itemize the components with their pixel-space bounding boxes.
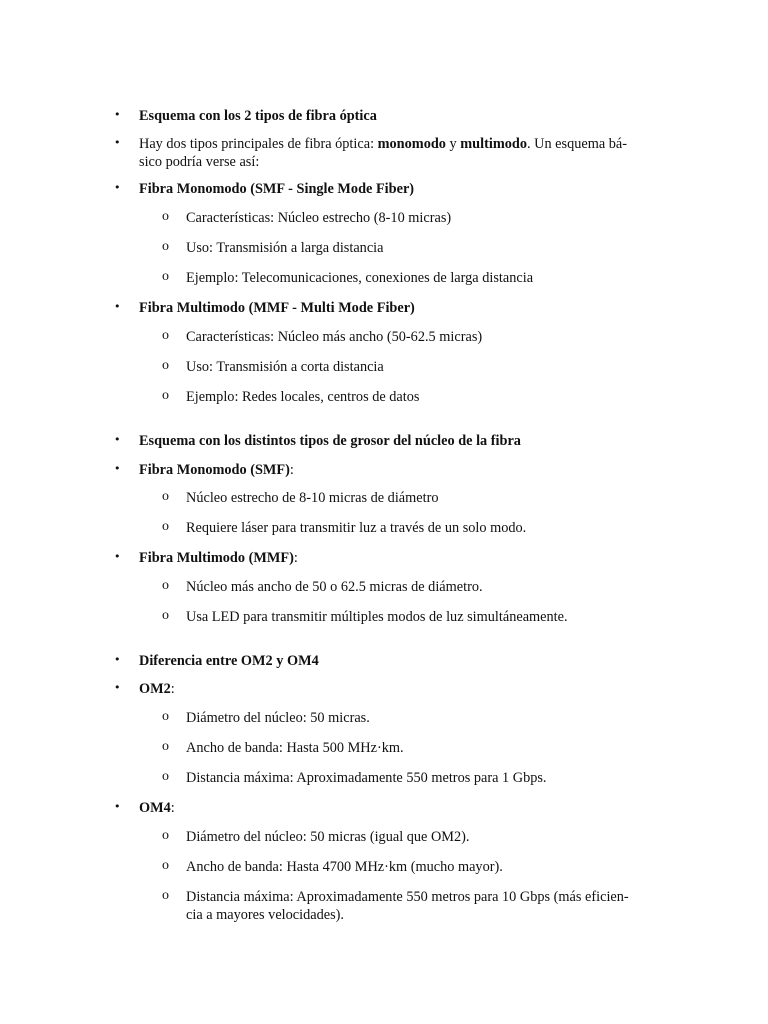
bullet-marker: • — [114, 433, 121, 446]
sub-bullet-marker: o — [162, 388, 169, 403]
section-heading: Diferencia entre OM2 y OM4 — [139, 653, 319, 669]
bullet-marker: • — [114, 800, 121, 813]
bullet-marker: • — [114, 653, 121, 666]
term-multimodo: multimodo — [460, 136, 527, 152]
sub-bullet-marker: o — [162, 828, 169, 843]
subsection-heading: Fibra Multimodo (MMF - Multi Mode Fiber) — [139, 300, 415, 316]
section-heading: Esquema con los distintos tipos de grosor del núcleo de la fibra — [139, 433, 521, 449]
sub-bullet-marker: o — [162, 608, 169, 623]
subsection-heading: Fibra Multimodo (MMF) — [139, 550, 294, 566]
subsection-heading: Fibra Monomodo (SMF - Single Mode Fiber) — [139, 181, 415, 197]
document-page: • Esquema con los 2 tipos de fibra óptica • Hay dos tipos principales de fibra óptica: monomodo y multimodo. Un esquema bá- sico podría verse así: • Fibra Monomodo (SMF - Single Mode Fiber) o Características: Núcleo estrecho (8-10 micras) o Uso: Transmisión a larga distancia o Ejemplo: Telecomunicaciones, conexiones de larga distancia • Fibra Multimodo (MMF - Multi Mode Fiber) o Características: Núcleo más ancho (50-62.5 micras) o Uso: Transmisión a corta distancia o Ejemplo: Redes locales, centros de datos • Esquema con los distintos tipos de grosor del núcleo de la fibra • Fibra Monomodo (SMF): o Núcleo estrecho de 8-10 micras de diámetro o Requiere láser para transmitir luz a través de un solo modo. • Fibra Multimodo (MMF): o Núcleo más ancho de 50 o 62.5 micras de diámetro. o Usa LED para transmitir múltiples modos de luz simultáneamente. • Diferencia entre OM2 y OM4 • OM2: o Diámetro del núcleo: 50 micras. o Ancho de banda: Hasta 500 MHz·km. o Distancia máxima: Aproximadamente 550 metros para 1 Gbps. • OM4: o Diámetro del núcleo: 50 micras (igual que OM2). o Ancho de banda: Hasta 4700 MHz·km (mucho mayor). o Distancia máxima: Aproximadamente 550 metros para 10 Gbps (más eficien- cia a mayores velocidades). — [0, 0, 768, 1024]
term-monomodo: monomodo — [377, 136, 446, 152]
sub-bullet-marker: o — [162, 328, 169, 343]
sub-bullet-marker: o — [162, 858, 169, 873]
bullet-marker: • — [114, 300, 121, 313]
sub-bullet-marker: o — [162, 769, 169, 784]
subsection-heading: OM4 — [139, 800, 171, 816]
bullet-marker: • — [114, 550, 121, 563]
bullet-marker: • — [114, 681, 121, 694]
sub-bullet-marker: o — [162, 489, 169, 504]
bullet-marker: • — [114, 136, 121, 149]
section-heading: Esquema con los 2 tipos de fibra óptica — [139, 108, 377, 124]
sub-bullet-marker: o — [162, 888, 169, 903]
sub-bullet-marker: o — [162, 739, 169, 754]
bullet-marker: • — [114, 108, 121, 121]
sub-bullet-marker: o — [162, 519, 169, 534]
sub-bullet-marker: o — [162, 578, 169, 593]
sub-bullet-marker: o — [162, 358, 169, 373]
sub-bullet-marker: o — [162, 239, 169, 254]
bullet-marker: • — [114, 462, 121, 475]
subsection-heading: Fibra Monomodo (SMF) — [139, 462, 290, 478]
sub-bullet-marker: o — [162, 209, 169, 224]
bullet-marker: • — [114, 181, 121, 194]
subsection-heading: OM2 — [139, 681, 171, 697]
sub-bullet-marker: o — [162, 709, 169, 724]
intro-paragraph: Hay dos tipos principales de fibra óptica: monomodo y multimodo. Un esquema bá- sico podría verse así: — [139, 136, 628, 170]
sub-bullet-marker: o — [162, 269, 169, 284]
